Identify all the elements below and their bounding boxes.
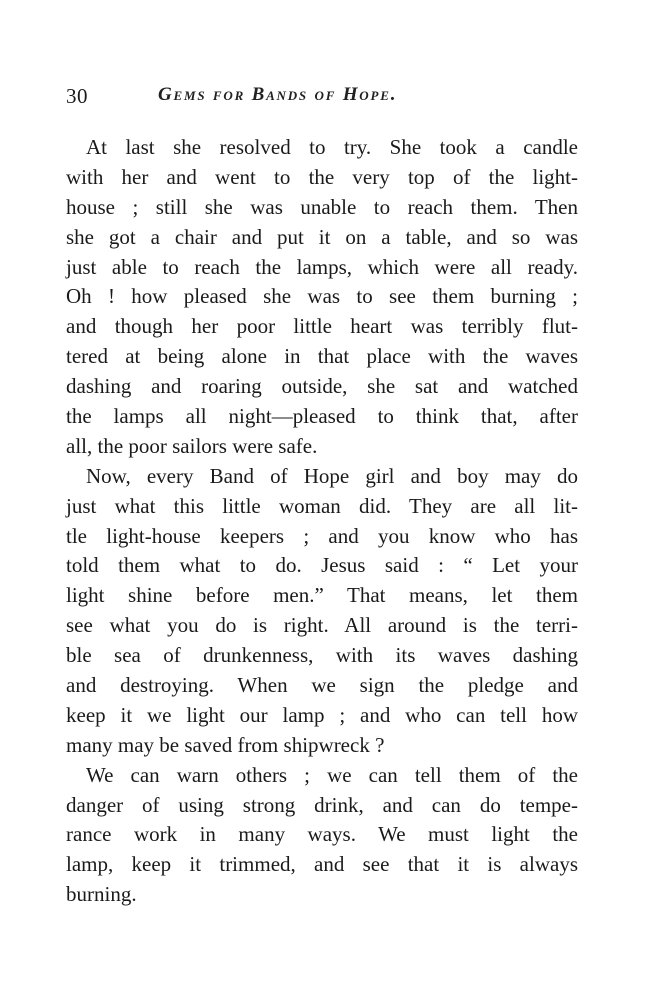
text-line: Oh ! how pleased she was to see them burning ;	[66, 284, 578, 309]
text-line: rance work in many ways. We must light the	[66, 822, 578, 847]
text-line: with her and went to the very top of the light-	[66, 164, 578, 189]
paragraph	[66, 133, 578, 462]
text-line: Now, every Band of Hope girl and boy may do	[86, 463, 578, 488]
text-line: At last she resolved to try. She took a candle	[86, 135, 578, 159]
page-number: 30	[66, 84, 88, 108]
paragraph	[66, 761, 578, 910]
running-head	[66, 84, 576, 114]
text-line: she got a chair and put it on a table, and so was	[66, 224, 578, 249]
text-line: the lamps all night—pleased to think that, after	[66, 404, 578, 429]
text-line: tle light-house keepers ; and you know who has	[66, 523, 578, 548]
text-line: see what you do is right. All around is the terri-	[66, 613, 578, 638]
text-line: many may be saved from shipwreck ?	[66, 732, 385, 757]
text-line: and destroying. When we sign the pledge and	[66, 673, 578, 698]
body-text	[66, 133, 578, 910]
text-line: danger of using strong drink, and can do tempe-	[66, 792, 578, 817]
text-line: burning.	[66, 882, 137, 907]
text-line: ble sea of drunkenness, with its waves dashing	[66, 643, 578, 668]
paragraph	[66, 462, 578, 761]
text-line: told them what to do. Jesus said : “ Let your	[66, 553, 578, 578]
text-line: We can warn others ; we can tell them of the	[86, 762, 578, 787]
text-line: just able to reach the lamps, which were all ready.	[66, 254, 578, 279]
text-line: and though her poor little heart was terribly flut-	[66, 314, 578, 339]
text-line: just what this little woman did. They are all lit-	[66, 493, 578, 518]
text-line: all, the poor sailors were safe.	[66, 433, 318, 458]
text-line: dashing and roaring outside, she sat and watched	[66, 374, 578, 399]
text-line: keep it we light our lamp ; and who can tell how	[66, 702, 578, 727]
text-line: tered at being alone in that place with the waves	[66, 344, 578, 369]
running-title: Gems for Bands of Hope.	[158, 84, 398, 105]
text-line: lamp, keep it trimmed, and see that it is always	[66, 852, 578, 877]
text-line: house ; still she was unable to reach them. Then	[66, 194, 578, 219]
text-line: light shine before men.” That means, let them	[66, 583, 578, 608]
